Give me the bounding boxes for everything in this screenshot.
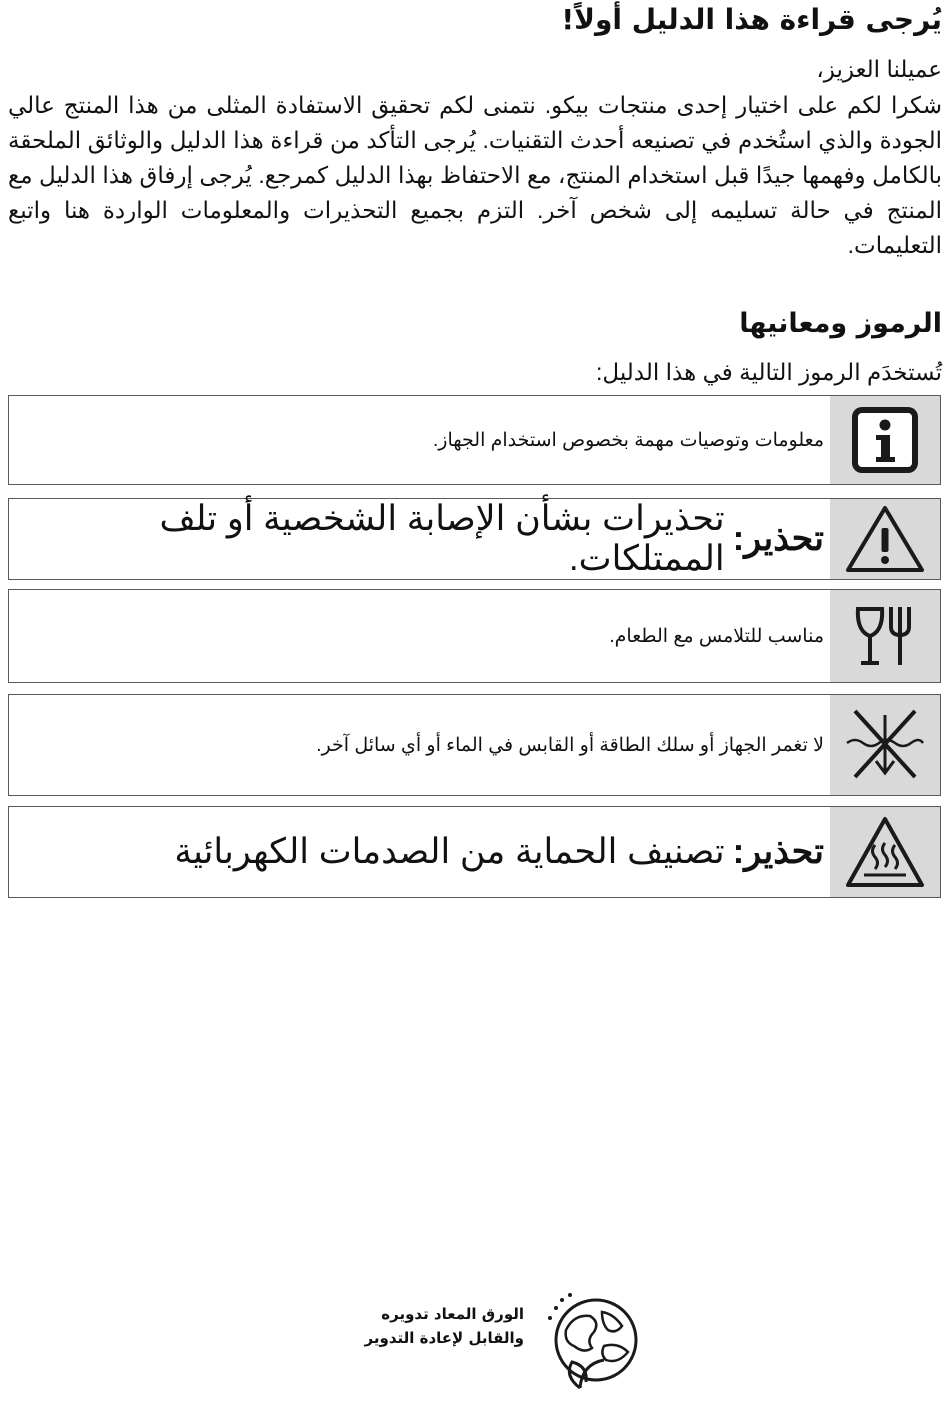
recycle-caption [364,1302,524,1350]
symbol-text-food-safe: مناسب للتلامس مع الطعام. [609,625,824,647]
symbol-text-hot-surface [17,807,824,897]
greeting: عميلنا العزيز، [816,56,942,82]
warning-label: تحذير: [732,519,824,558]
symbol-text-warning [17,499,824,579]
warning-triangle-icon [830,499,940,579]
symbol-row-info [8,395,941,485]
food-safe-icon [830,590,940,682]
hot-surface-icon [830,807,940,897]
symbols-section-intro: تُستخدَم الرموز التالية في هذا الدليل: [596,359,942,385]
symbol-row-no-immersion [8,694,941,796]
symbol-row-warning [8,498,941,580]
recycle-line-1: الورق المعاد تدويره [381,1305,524,1323]
recycled-paper-mark [364,1290,642,1394]
recycled-paper-icon [544,1290,640,1394]
hot-surface-text: تصنيف الحماية من الصدمات الكهربائية [174,832,725,871]
warning-text: تحذيرات بشأن الإصابة الشخصية أو تلف الممتلكات. [159,499,725,578]
symbol-row-hot-surface [8,806,941,898]
symbol-text-no-immersion: لا تغمر الجهاز أو سلك الطاقة أو القابس في الماء أو أي سائل آخر. [316,734,824,756]
no-water-immersion-icon [830,695,940,795]
intro-paragraph: شكرا لكم على اختيار إحدى منتجات بيكو. نتمنى لكم تحقيق الاستفادة المثلى من هذا المنتج عالي الجودة والذي استُخدم في تصنيعه أحدث التقنيات. يُرجى التأكد من قراءة هذا الدليل والوثائق الملحقة بالكامل وفهمها جيدًا قبل استخدام المنتج، مع الاحتفاظ بهذا الدليل كمرجع. يُرجى إرفاق هذا الدليل مع المنتج في حالة تسليمه إلى شخص آخر. التزم بجميع التحذيرات والمعلومات الواردة هنا واتبع التعليمات. [8,92,942,258]
recycle-line-2: والقابل لإعادة التدوير [364,1329,524,1347]
info-icon [830,396,940,484]
symbol-text-info: معلومات وتوصيات مهمة بخصوص استخدام الجهاز. [433,429,824,451]
symbols-section-title: الرموز ومعانيها [739,308,942,339]
warning-label: تحذير: [732,832,824,871]
symbol-row-food-safe [8,589,941,683]
page-title: يُرجى قراءة هذا الدليل أولاً! [561,3,942,36]
